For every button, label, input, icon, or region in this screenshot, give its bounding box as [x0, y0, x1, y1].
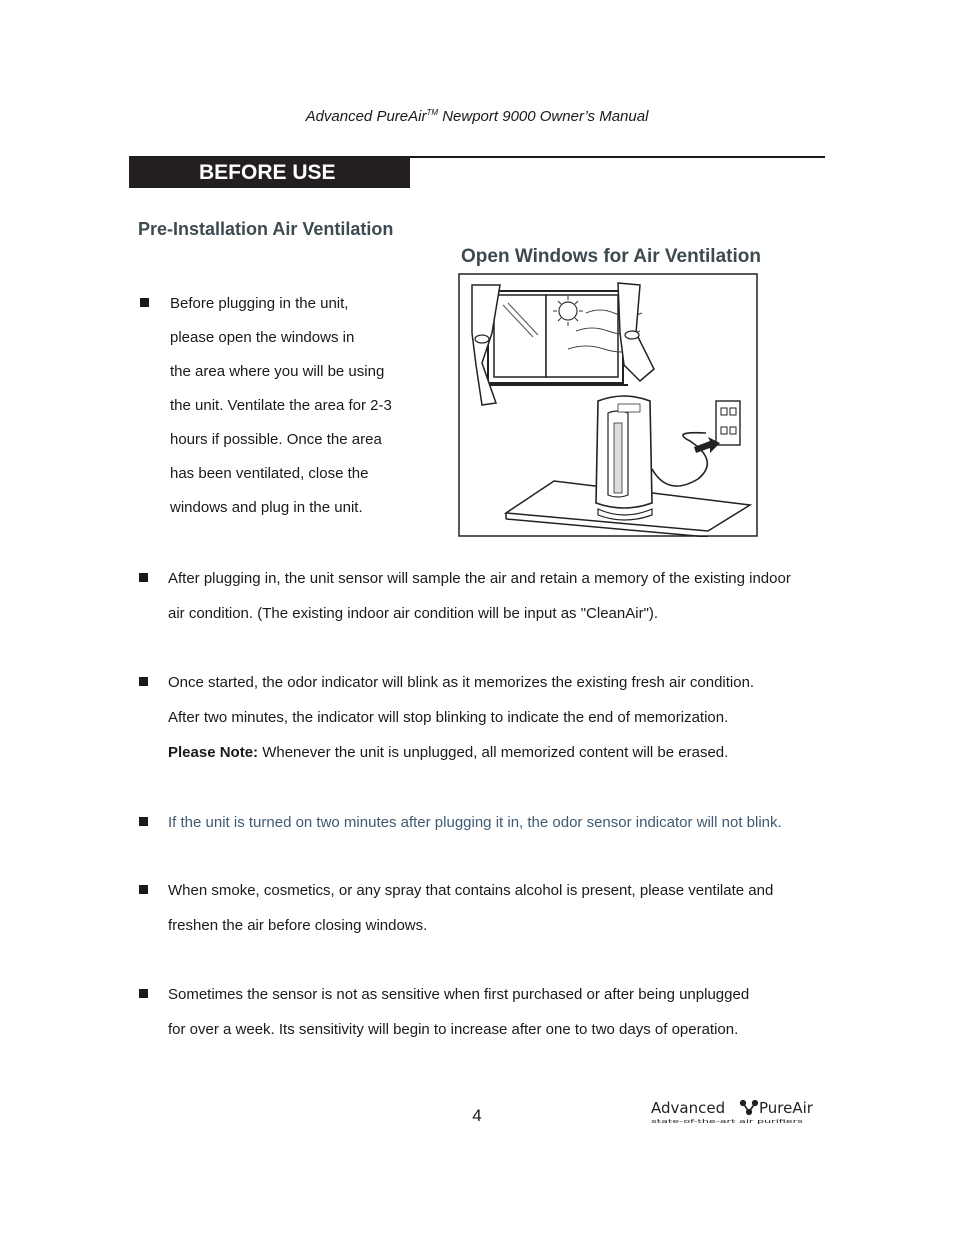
header-title-suffix: Newport 9000 Owner’s Manual — [438, 108, 649, 125]
bullet-line: If the unit is turned on two minutes after plugging it in, the odor sensor indicator will not blink. — [168, 814, 782, 831]
page-number: 4 — [472, 1106, 482, 1125]
brand-tagline: state-of-the-art air purifiers — [651, 1119, 804, 1125]
bullet-item-2 — [168, 569, 791, 639]
bullet-line: the unit. Ventilate the area for 2-3 — [170, 397, 392, 414]
bullet-marker — [139, 989, 148, 998]
bullet-item-4 — [168, 813, 782, 848]
page-header — [0, 108, 954, 125]
brand-logo-right: PureAir — [759, 1099, 813, 1117]
bullet-line: freshen the air before closing windows. — [168, 917, 428, 934]
ventilation-illustration — [458, 273, 758, 537]
bullet-line: After plugging in, the unit sensor will sample the air and retain a memory of the existing indoor — [168, 570, 791, 587]
brand-logo — [651, 1097, 827, 1127]
please-note-text: Whenever the unit is unplugged, all memorized content will be erased. — [258, 744, 729, 761]
bullet-line: windows and plug in the unit. — [170, 499, 363, 516]
bullet-marker — [139, 885, 148, 894]
bullet-line: the area where you will be using — [170, 363, 385, 380]
bullet-marker — [139, 677, 148, 686]
bullet-line: hours if possible. Once the area — [170, 431, 382, 448]
bullet-line: air condition. (The existing indoor air condition will be input as "CleanAir"). — [168, 605, 659, 622]
bullet-marker — [140, 298, 149, 307]
subheading: Pre-Installation Air Ventilation — [138, 219, 394, 239]
bullet-line: Sometimes the sensor is not as sensitive when first purchased or after being unplugged — [168, 986, 750, 1003]
molecule-icon — [740, 1100, 757, 1114]
bullet-line: When smoke, cosmetics, or any spray that contains alcohol is present, please ventilate and — [168, 882, 774, 899]
bullet-item-6 — [168, 985, 749, 1055]
bullet-item-5 — [168, 881, 773, 951]
bullet-line: After two minutes, the indicator will stop blinking to indicate the end of memorization. — [168, 709, 729, 726]
figure-caption: Open Windows for Air Ventilation — [461, 246, 761, 267]
please-note-line — [168, 743, 754, 778]
bullet-line: please open the windows in — [170, 329, 355, 346]
bullet-marker — [139, 817, 148, 826]
bullet-line: Once started, the odor indicator will blink as it memorizes the existing fresh air condition. — [168, 674, 755, 691]
bullet-line: for over a week. Its sensitivity will begin to increase after one to two days of operation. — [168, 1021, 739, 1038]
brand-logo-left: Advanced — [651, 1099, 726, 1117]
bullet-marker — [139, 573, 148, 582]
bullet-line: Before plugging in the unit, — [170, 295, 349, 312]
bullet-line: has been ventilated, close the — [170, 465, 369, 482]
section-title: BEFORE USE — [129, 157, 410, 188]
trademark-mark: TM — [426, 108, 439, 117]
bullet-item-3 — [168, 673, 754, 778]
bullet-item-1 — [170, 294, 392, 532]
header-title-prefix: Advanced PureAir — [305, 108, 427, 125]
please-note-label: Please Note: — [168, 744, 259, 761]
